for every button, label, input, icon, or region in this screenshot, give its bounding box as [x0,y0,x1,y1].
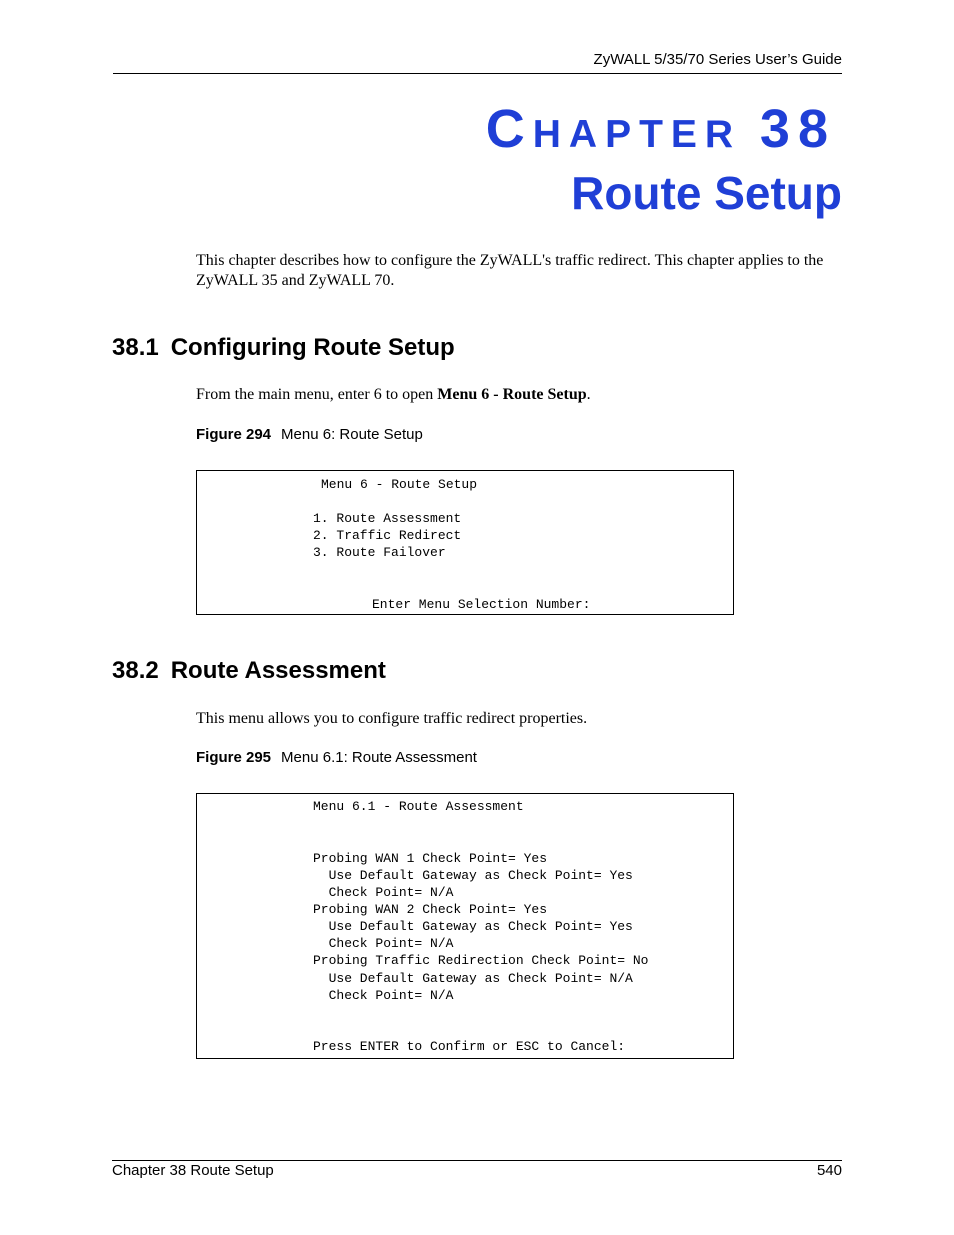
intro-paragraph: This chapter describes how to configure the ZyWALL's traffic redirect. This chapter applies to the ZyWALL 35 and ZyWALL 70. [196,252,824,289]
screen-line: 1. Route Assessment [313,511,462,526]
figure-label: Figure 295 [196,749,272,766]
section-number: 38.1 [112,334,159,361]
para-bold-menu-name: Menu 6 - Route Setup [437,386,587,403]
section1-paragraph [196,385,842,405]
para-text-end: . [586,386,591,403]
screen-line: Menu 6.1 - Route Assessment [313,799,524,814]
figure-caption-text: Menu 6: Route Setup [281,426,423,443]
chapter-label [486,98,836,160]
screen-line: 2. Traffic Redirect [313,528,462,543]
para-text: From the main menu, enter 6 to open [196,386,438,403]
chapter-label-initial: C [485,99,533,159]
screen-line: Check Point= N/A [313,988,454,1003]
chapter-number: 38 [759,99,836,159]
figure-295-caption [196,749,477,766]
figure-294-caption [196,426,423,443]
section-heading-38-1 [112,334,455,362]
chapter-label-rest: HAPTER [532,113,742,156]
screen-line: Use Default Gateway as Check Point= Yes [313,919,633,934]
chapter-title: Route Setup [571,167,842,219]
screen-line: Use Default Gateway as Check Point= Yes [313,868,633,883]
screen-line: Check Point= N/A [313,936,454,951]
screen-line: Enter Menu Selection Number: [372,597,591,612]
screen-line: Menu 6 - Route Setup [321,477,478,492]
screen-line: 3. Route Failover [313,545,446,560]
figure-label: Figure 294 [196,426,272,443]
screen-line: Use Default Gateway as Check Point= N/A [313,971,633,986]
header-divider [113,73,842,74]
footer-chapter: Chapter 38 Route Setup [112,1162,274,1179]
screen-line: Press ENTER to Confirm or ESC to Cancel: [313,1039,626,1054]
footer-divider [112,1160,842,1161]
page-number: 540 [816,1162,842,1179]
figure-caption-text: Menu 6.1: Route Assessment [281,749,477,766]
screen-line: Check Point= N/A [313,885,454,900]
screen-line: Probing WAN 1 Check Point= Yes [313,851,548,866]
section-number: 38.2 [112,657,159,684]
menu-6-screen [196,470,734,615]
section2-paragraph: This menu allows you to configure traffic redirect properties. [196,710,588,727]
running-header: ZyWALL 5/35/70 Series User’s Guide [593,51,842,68]
screen-line: Probing WAN 2 Check Point= Yes [313,902,548,917]
screen-line: Probing Traffic Redirection Check Point= No [313,953,649,968]
menu-6-1-screen [196,793,734,1059]
section-title: Route Assessment [170,657,386,684]
section-title: Configuring Route Setup [170,334,455,361]
section-heading-38-2 [112,657,386,685]
